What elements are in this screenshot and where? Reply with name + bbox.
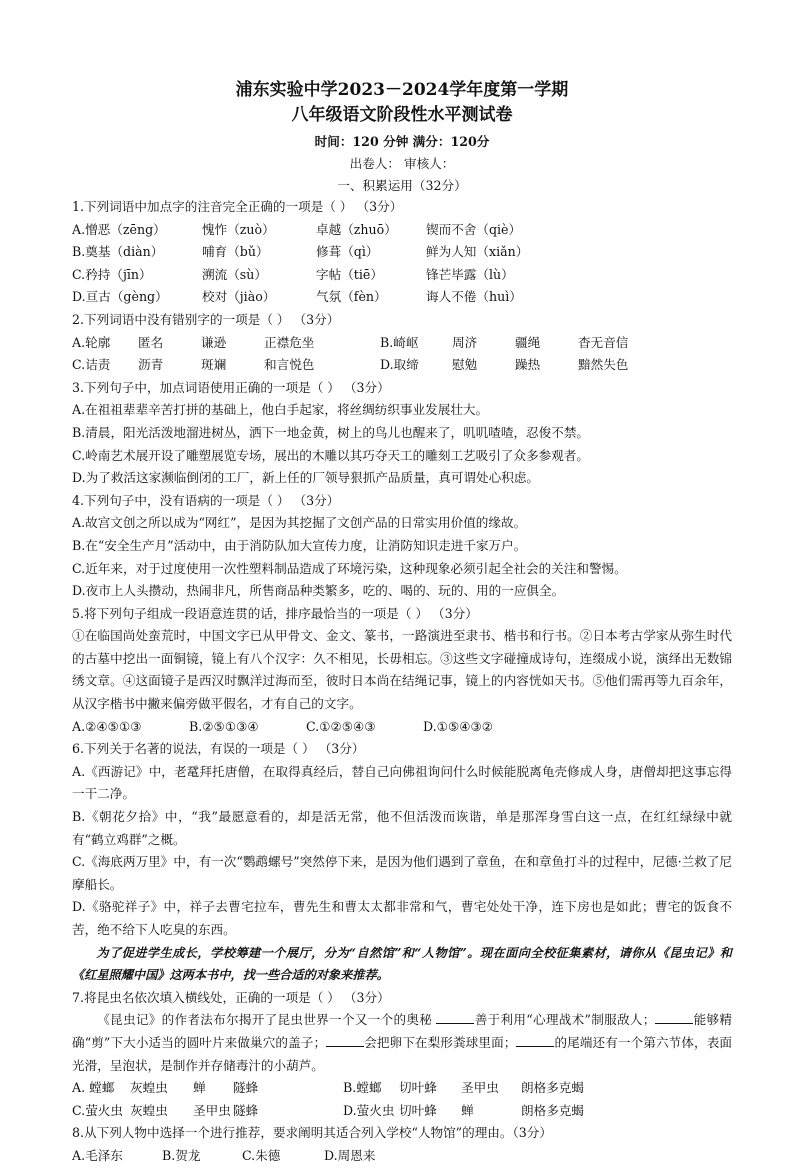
option-text: A.②④⑤①③ (72, 718, 142, 734)
option-text: A.憎恶（zēng） (72, 221, 166, 237)
section-heading: 一、积累运用（32分） (337, 178, 467, 193)
passage-text: 《昆虫记》的作者法布尔揭开了昆虫世界一个又一个的奥秘 (97, 1012, 437, 1028)
option-text: 诲人不倦（huì） (426, 289, 522, 305)
option-text: B.螳螂 (343, 1080, 382, 1096)
option-text: B.奠基（diàn） (72, 244, 164, 260)
passage-text: 会把卵下在梨形粪球里面； (364, 1034, 517, 1050)
option-text: 溯流（sù） (202, 266, 267, 282)
question-1-row-d (72, 286, 732, 309)
question-4-option-c: C.近年来，对于过度使用一次性塑料制品造成了环境污染，这种现象必须引起全社会的关注和警惕。 (72, 560, 627, 576)
fill-blank[interactable] (516, 1032, 554, 1047)
option-text: 隧蜂 (233, 1102, 259, 1118)
question-3-option-d: D.为了救活这家濒临倒闭的工厂，新上任的厂领导狠抓产品质量，真可谓处心积虑。 (72, 470, 540, 486)
option-text: 锋芒毕露（lù） (426, 266, 514, 282)
option-text: 灰蝗虫 (130, 1080, 168, 1096)
option-text: B.②⑤①③④ (189, 718, 259, 734)
option-text: D.取缔 (380, 357, 419, 373)
option-text: 哺育（bǔ） (202, 244, 269, 260)
option-text: 慰勉 (452, 357, 478, 373)
option-text: 和言悦色 (264, 357, 315, 373)
question-1-row-c (72, 264, 732, 287)
option-text: 圣甲虫 (193, 1102, 231, 1118)
option-text: C.诘责 (72, 357, 111, 373)
option-text: 朗格多克蝎 (521, 1102, 584, 1118)
question-4-option-a: A.故宫文创之所以成为“网红”，是因为其挖掘了文创产品的日常实用价值的缘故。 (72, 515, 527, 531)
option-text: 切叶蜂 (399, 1102, 437, 1118)
option-text: 斑斓 (201, 357, 227, 373)
question-3-stem: 3.下列句子中，加点词语使用正确的一项是（ ） （3分） (72, 379, 390, 395)
option-text: 正襟危坐 (264, 334, 315, 350)
option-text: 灰蝗虫 (130, 1102, 168, 1118)
option-text: 隧蜂 (233, 1080, 259, 1096)
authors-line: 出卷人： 审核人： (349, 156, 455, 171)
option-text: 沥青 (138, 357, 164, 373)
question-3-option-b: B.清晨，阳光活泼地溜进树丛，洒下一地金黄，树上的鸟儿也醒来了，叽叽喳喳，忍俊不禁。 (72, 424, 590, 440)
option-text: 蝉 (461, 1102, 474, 1118)
question-6-option-c: C.《海底两万里》中，有一次“鹦鹉螺号”突然停下来，是因为他们遇到了章鱼，在和章鱼打斗的过程中，尼德·兰救了尼摩船长。 (72, 854, 732, 892)
question-7-row-cd (72, 1100, 732, 1123)
option-text: C.矜持（jīn） (72, 266, 152, 282)
option-text: 周济 (452, 334, 478, 350)
option-text: A.毛泽东 (72, 1147, 123, 1163)
fill-blank[interactable] (326, 1032, 364, 1047)
question-7-row-ab (72, 1077, 732, 1100)
fill-blank[interactable] (655, 1009, 693, 1024)
question-7-stem: 7.将昆虫名依次填入横线处，正确的一项是（ ） （3分） (72, 989, 390, 1005)
option-text: D.周恩来 (324, 1147, 376, 1163)
question-6-stem: 6.下列关于名著的说法，有误的一项是（ ） （3分） (72, 741, 365, 757)
exhibition-intro: 为了促进学生成长，学校筹建一个展厅，分为“自然馆”和“人物馆”。现在面向全校征集素材，请你从《昆虫记》和《红星照耀中国》这两本书中，找一些合适的对象来推荐。 (72, 945, 732, 983)
question-5-stem: 5.将下列句子组成一段语意连贯的话，排序最恰当的一项是（ ） （3分） (72, 605, 478, 621)
option-text: 鲜为人知（xiǎn） (426, 244, 529, 260)
passage-text: 能够精确“剪”下大小适当的圆叶片来做巢穴的盖子； (72, 1012, 732, 1050)
question-6-option-a: A.《西游记》中，老鼋拜托唐僧，在取得真经后，替自己向佛祖询问什么时候能脱离龟壳修成人身，唐僧却把这事忘得一干二净。 (72, 763, 732, 802)
question-2-row-ab (72, 332, 732, 355)
exam-title-line2: 八年级语文阶段性水平测试卷 (291, 105, 513, 125)
question-3-option-a: A.在祖祖辈辈辛苦打拼的基础上，他白手起家，将丝绸纺织事业发展壮大。 (72, 402, 489, 418)
option-text: 切叶蜂 (399, 1080, 437, 1096)
question-6-option-b: B.《朝花夕拾》中，“我”最愿意看的，却是活无常，他不但活泼而诙谐，单是那浑身雪白这一点，在红红绿绿中就有“鹤立鸡群”之概。 (72, 809, 732, 847)
option-text: D.萤火虫 (343, 1102, 395, 1118)
option-text: 谦逊 (201, 334, 227, 350)
option-text: C.①②⑤④③ (306, 718, 376, 734)
question-8-options (72, 1145, 732, 1168)
option-text: 躁热 (515, 357, 541, 373)
exam-title-line1: 浦东实验中学2023－2024学年度第一学期 (235, 80, 569, 100)
question-8-stem: 8.从下列人物中选择一个进行推荐，要求阐明其适合列入学校“人物馆”的理由。（3分） (72, 1125, 552, 1141)
option-text: 疆绳 (515, 334, 541, 350)
question-1-stem: 1.下列词语中加点字的注音完全正确的一项是（ ） （3分） (72, 199, 403, 214)
question-7-passage (72, 1009, 732, 1077)
option-text: D.①⑤④③② (423, 718, 494, 734)
question-1-row-b (72, 241, 732, 264)
question-4-option-d: D.夜市上人头攒动，热闹非凡，所售商品种类繁多，吃的、喝的、玩的、用的一应俱全。 (72, 583, 565, 599)
option-text: 校对（jiào） (202, 289, 276, 305)
passage-text: 善于利用“心理战术”制服敌人； (474, 1012, 656, 1028)
question-5-passage: ①在临国尚处蛮荒时，中国文字已从甲骨文、金文、篆书，一路演进至隶书、楷书和行书。②日本考古学家从弥生时代的古墓中挖出一面铜镜，镜上有八个汉字：久不相见，长毋相忘。③这些文字碰撞成诗句，连缀成小说，演绎出无数锦绣文章。④这面镜子是西汉时飘洋过海而至，彼时日本尚在结绳记事，镜上的内容恍如天书。⑤他们需再等九百余年，从汉字楷书中撇来偏旁做平假名，才有自己的文字。 (72, 628, 732, 712)
option-text: 修葺（qì） (316, 244, 379, 260)
option-text: D.亘古（gèng） (72, 289, 168, 305)
option-text: B.贺龙 (162, 1147, 201, 1163)
question-4-stem: 4.下列句子中，没有语病的一项是（ ） （3分） (72, 492, 340, 508)
passage-text: 的尾端还有一个第六节体，表面光滑，呈泡状，是制作并存储毒汁的小葫芦。 (72, 1034, 733, 1073)
option-text: 黯然失色 (578, 357, 629, 373)
option-text: 气氛（fèn） (316, 289, 387, 305)
option-text: 圣甲虫 (461, 1080, 499, 1096)
option-text: 愧怍（zuò） (202, 221, 275, 237)
option-text: B.崎岖 (380, 334, 419, 350)
question-3-option-c: C.岭南艺术展开设了雕塑展览专场，展出的木雕以其巧夺天工的雕刻工艺吸引了众多参观者。 (72, 447, 589, 463)
option-text: 匿名 (138, 334, 164, 350)
option-text: A. 螳螂 (72, 1080, 115, 1096)
question-4-option-b: B.在“安全生产月”活动中，由于消防队加大宣传力度，让消防知识走进千家万户。 (72, 537, 527, 553)
option-text: 朗格多克蝎 (521, 1080, 584, 1096)
option-text: C.朱德 (242, 1147, 281, 1163)
fill-blank[interactable] (436, 1009, 474, 1024)
option-text: 字帖（tiē） (316, 266, 383, 282)
question-2-stem: 2.下列词语中没有错别字的一项是（ ） （3分） (72, 311, 340, 327)
question-5-options (72, 716, 732, 739)
option-text: 杳无音信 (578, 334, 629, 350)
question-6-option-d: D.《骆驼祥子》中，祥子去曹宅拉车，曹先生和曹太太都非常和气，曹宅处处干净，连下房也是如此；曹宅的饭食不苦，绝不给下人吃臭的东西。 (72, 899, 732, 937)
option-text: C.萤火虫 (72, 1102, 123, 1118)
option-text: 蝉 (193, 1080, 206, 1096)
question-2-row-cd (72, 354, 732, 377)
time-info: 时间：120 分钟 满分：120分 (314, 134, 490, 149)
option-text: 锲而不舍（qiè） (426, 221, 522, 237)
option-text: A.轮廓 (72, 334, 111, 350)
question-1-row-a (72, 219, 732, 242)
option-text: 卓越（zhuō） (316, 221, 397, 237)
